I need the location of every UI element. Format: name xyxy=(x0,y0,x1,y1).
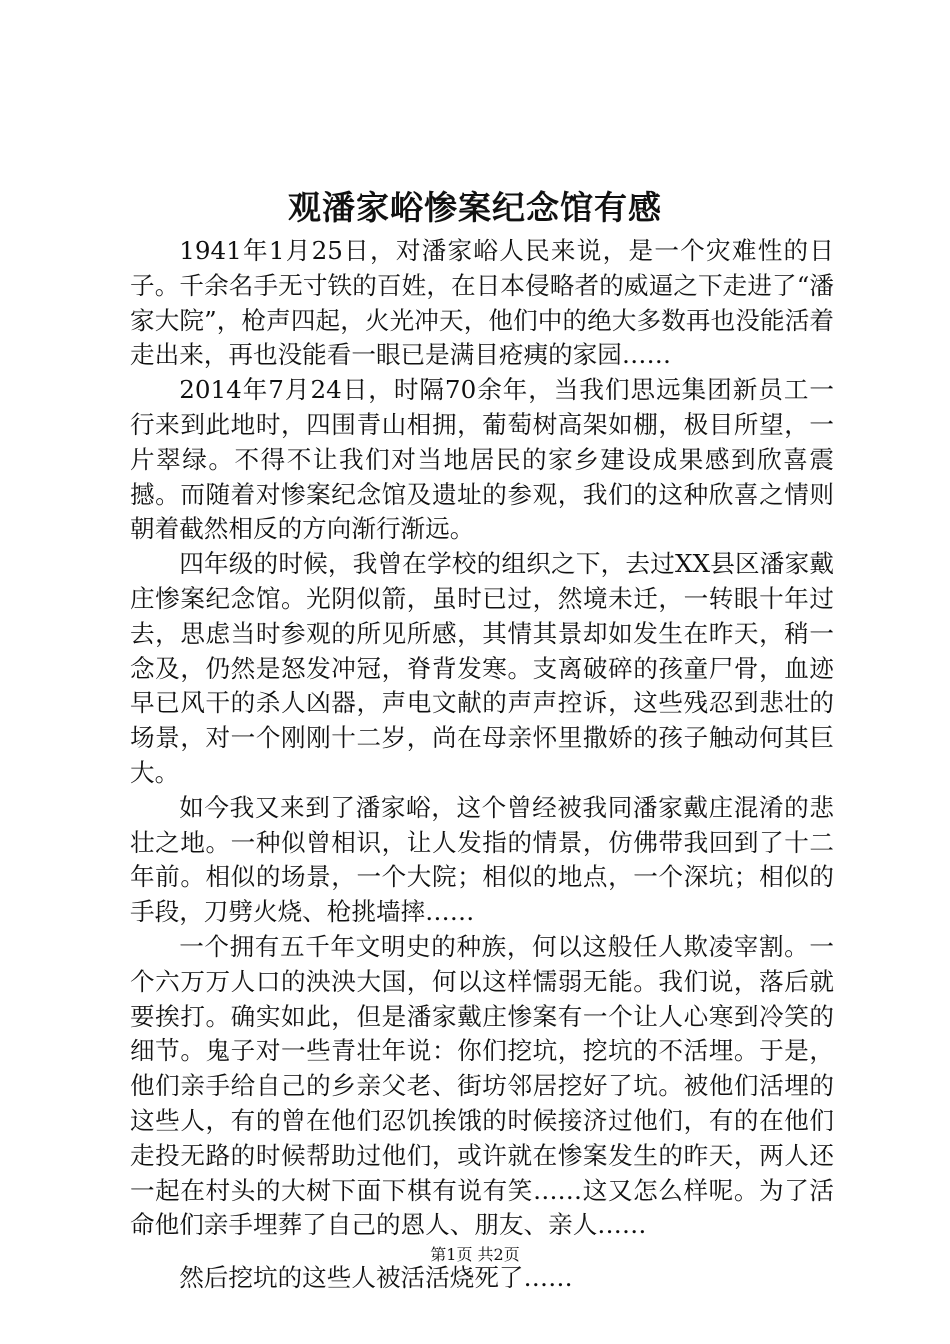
paragraph-3: 四年级的时候，我曾在学校的组织之下，去过XX县区潘家戴庄惨案纪念馆。光阴似箭，虽时已过，然境未迁，一转眼十年过去，思虑当时参观的所见所感，其情其景却如发生在昨天，稍一念及，仍然是怒发冲冠，脊背发寒。支离破碎的孩童尸骨，血迹早已风干的杀人凶器，声电文献的声声控诉，这些残忍到悲壮的场景，对一个刚刚十二岁，尚在母亲怀里撒娇的孩子触动何其巨大。 xyxy=(130,549,834,787)
document-body xyxy=(130,234,834,1296)
paragraph-2: 2014年7月24日，时隔70余年，当我们思远集团新员工一行来到此地时，四围青山相拥，葡萄树高架如棚，极目所望，一片翠绿。不得不让我们对当地居民的家乡建设成果感到欣喜震撼。而随着对惨案纪念馆及遗址的参观，我们的这种欣喜之情则朝着截然相反的方向渐行渐远。 xyxy=(130,375,834,544)
document-title: 观潘家峪惨案纪念馆有感 xyxy=(288,188,662,227)
paragraph-6: 然后挖坑的这些人被活活烧死了…… xyxy=(179,1263,573,1293)
page-number: 第1页 共2页 xyxy=(430,1245,520,1264)
paragraph-1: 1941年1月25日，对潘家峪人民来说，是一个灾难性的日子。千余名手无寸铁的百姓，在日本侵略者的威逼之下走进了“潘家大院”，枪声四起，火光冲天，他们中的绝大多数再也没能活着走出来，再也没能看一眼已是满目疮痍的家园…… xyxy=(130,236,834,370)
paragraph-4: 如今我又来到了潘家峪，这个曾经被我同潘家戴庄混淆的悲壮之地。一种似曾相识，让人发指的情景，仿佛带我回到了十二年前。相似的场景，一个大院；相似的地点，一个深坑；相似的手段，刀劈火烧、枪挑墙摔…… xyxy=(130,792,834,927)
paragraph-5: 一个拥有五千年文明史的种族，何以这般任人欺凌宰割。一个六万万人口的泱泱大国，何以这样懦弱无能。我们说，落后就要挨打。确实如此，但是潘家戴庄惨案有一个让人心寒到冷笑的细节。鬼子对一些青壮年说：你们挖坑，挖坑的不活埋。于是，他们亲手给自己的乡亲父老、街坊邻居挖好了坑。被他们活埋的这些人，有的曾在他们忍饥挨饿的时候接济过他们，有的在他们走投无路的时候帮助过他们，或许就在惨案发生的昨天，两人还一起在村头的大树下面下棋有说有笑……这又怎么样呢。为了活命他们亲手埋葬了自己的恩人、朋友、亲人…… xyxy=(130,931,834,1240)
